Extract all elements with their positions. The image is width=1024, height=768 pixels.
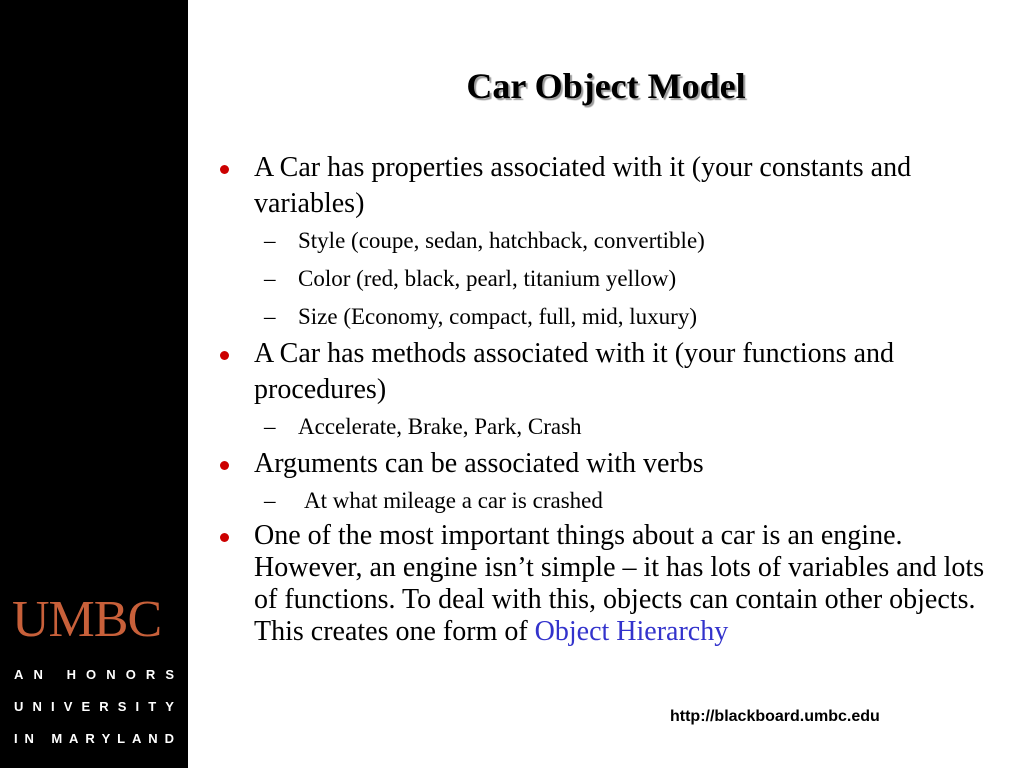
tagline-letter: A xyxy=(14,667,24,682)
subitem-text: At what mileage a car is crashed xyxy=(304,488,603,513)
tagline-letter: V xyxy=(63,699,73,714)
tagline-letter: N xyxy=(32,699,42,714)
tagline-letter: M xyxy=(51,731,63,746)
tagline-letter xyxy=(53,668,57,682)
tagline-letter: D xyxy=(164,731,174,746)
tagline-letter: I xyxy=(14,731,18,746)
tagline-letter xyxy=(41,732,45,746)
tagline-letter: T xyxy=(148,699,157,714)
subitem-text: Accelerate, Brake, Park, Crash xyxy=(298,414,582,439)
tagline-letter: E xyxy=(81,699,91,714)
tagline-letter: N xyxy=(148,731,158,746)
subitem-mileage xyxy=(212,482,1007,520)
bullet-methods xyxy=(212,336,1007,408)
tagline-letter: O xyxy=(125,667,136,682)
tagline-letter: R xyxy=(99,699,109,714)
tagline-letter: L xyxy=(117,731,126,746)
subitem-color xyxy=(212,260,1007,298)
slide-title: Car Object Model xyxy=(466,66,746,106)
bullet-text: A Car has properties associated with it (your constants and variables) xyxy=(254,152,912,219)
object-hierarchy-term: Object Hierarchy xyxy=(534,616,729,647)
bullet-arguments xyxy=(212,446,1007,482)
subitem-text: Style (coupe, sedan, hatchback, convertible) xyxy=(298,228,705,253)
sub-marker: – xyxy=(264,266,276,291)
sub-marker: – xyxy=(264,488,276,513)
subitem-size xyxy=(212,298,1007,336)
tagline-letter: O xyxy=(86,667,97,682)
tagline-letter: N xyxy=(24,731,34,746)
bullet-dot xyxy=(220,351,229,360)
bullet-engine xyxy=(212,520,1007,648)
bullet-dot xyxy=(220,461,229,470)
subitem-style xyxy=(212,222,1007,260)
bullet-text: A Car has methods associated with it (your functions and procedures) xyxy=(254,338,894,405)
bullet-properties xyxy=(212,150,1007,222)
tagline-line-1 xyxy=(14,668,174,682)
subitem-actions xyxy=(212,408,1007,446)
bullet-text: Arguments can be associated with verbs xyxy=(254,448,704,479)
tagline-letter: S xyxy=(165,667,174,682)
subitem-text: Size (Economy, compact, full, mid, luxury) xyxy=(298,304,697,329)
bullet-dot xyxy=(220,165,229,174)
bullet-dot xyxy=(220,533,229,542)
subitem-text: Color (red, black, pearl, titanium yellow) xyxy=(298,266,677,291)
tagline-letter: U xyxy=(14,699,24,714)
bullet-text: One of the most important things about a car is an engine. However, an engine isn’t simple – it has lots of variables and lots of functions. To deal with this, objects can contain other objects. This creates one form of xyxy=(254,520,985,647)
tagline-letter: R xyxy=(85,731,95,746)
sidebar xyxy=(0,0,188,768)
sub-marker: – xyxy=(264,304,276,329)
tagline-letter: I xyxy=(50,699,55,714)
tagline-letter: R xyxy=(145,667,156,682)
tagline-letter: A xyxy=(132,731,142,746)
tagline-letter: A xyxy=(69,731,79,746)
tagline-letter: N xyxy=(106,667,116,682)
footer-url: http://blackboard.umbc.edu xyxy=(670,708,880,725)
sub-marker: – xyxy=(264,414,276,439)
tagline-letter: H xyxy=(66,667,76,682)
tagline-letter: N xyxy=(33,667,43,682)
slide-content xyxy=(212,150,1007,648)
tagline-letter: Y xyxy=(165,699,174,714)
tagline-line-3 xyxy=(14,732,174,746)
tagline-line-2 xyxy=(14,700,174,714)
tagline-letter: I xyxy=(135,699,140,714)
tagline-letter: Y xyxy=(101,731,111,746)
sub-marker: – xyxy=(264,228,276,253)
tagline-letter: S xyxy=(117,699,127,714)
umbc-logo: UMBC xyxy=(12,591,162,648)
